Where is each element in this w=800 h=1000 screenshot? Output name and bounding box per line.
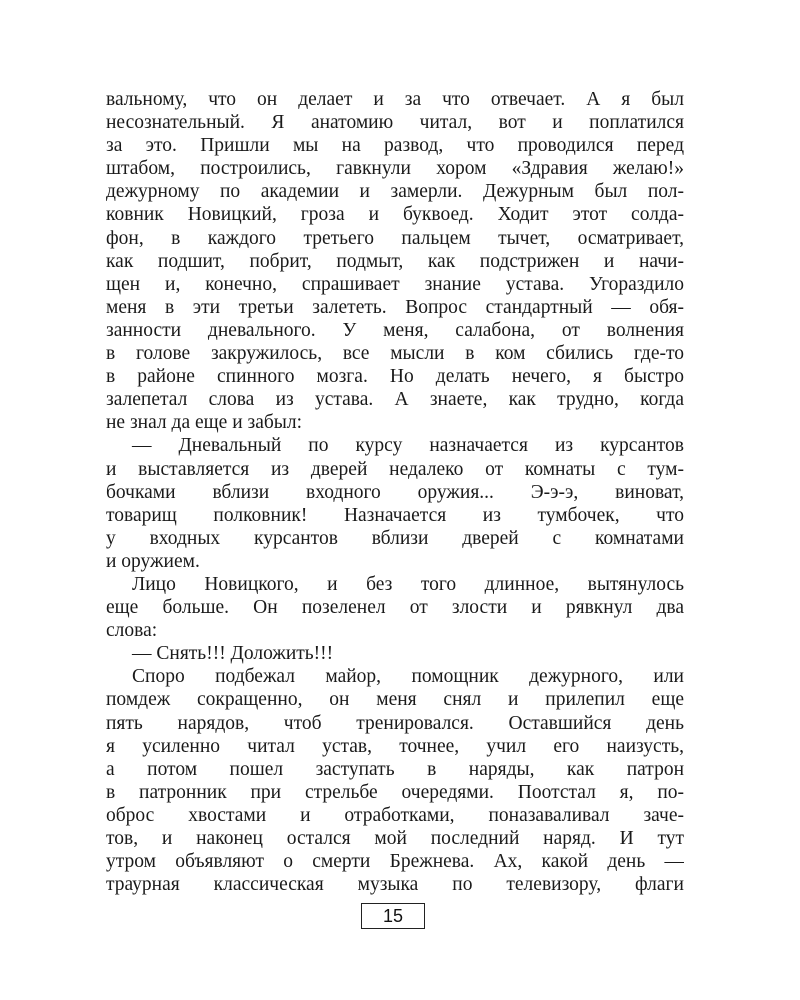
text-line: меня в эти третьи залететь. Вопрос стандартный — обя- xyxy=(106,296,684,318)
text-line: оброс хвостами и отработками, поназаваливал заче- xyxy=(106,804,684,826)
text-line: и выставляется из дверей недалеко от комнаты с тум- xyxy=(106,458,684,480)
page-number-label: 15 xyxy=(382,905,404,926)
text-line: несознательный. Я анатомию читал, вот и поплатился xyxy=(106,112,684,134)
text-line: в голове закружилось, все мысли в ком сбились где-то xyxy=(106,343,684,365)
text-line: я усиленно читал устав, точнее, учил его наизусть, xyxy=(106,735,684,757)
text-line: в районе спинного мозга. Но делать нечего, я быстро xyxy=(106,366,684,388)
text-line: и оружием. xyxy=(106,550,200,572)
text-line: Споро подбежал майор, помощник дежурного, или xyxy=(132,666,684,688)
text-line: за это. Пришли мы на развод, что проводился перед xyxy=(106,135,684,157)
text-line: траурная классическая музыка по телевизору, флаги xyxy=(106,874,684,896)
text-line: не знал да еще и забыл: xyxy=(106,412,303,434)
text-line: пять нарядов, чтоб тренировался. Оставшийся день xyxy=(106,712,684,734)
text-line: у входных курсантов вблизи дверей с комнатами xyxy=(106,527,684,549)
text-line: фон, в каждого третьего пальцем тычет, осматривает, xyxy=(106,227,684,249)
text-line: Лицо Новицкого, и без того длинное, вытянулось xyxy=(132,573,684,595)
text-line: тов, и наконец остался мой последний наряд. И тут xyxy=(106,828,684,849)
text-line: помдеж сокращенно, он меня снял и прилепил еще xyxy=(106,689,684,711)
text-line: залепетал слова из устава. А знаете, как трудно, когда xyxy=(106,389,684,411)
text-line: занности дневального. У меня, салабона, от волнения xyxy=(106,319,684,341)
text-line: — Снять!!! Доложить!!! xyxy=(132,643,334,665)
text-line: слова: xyxy=(106,620,158,642)
text-line: дежурному по академии и замерли. Дежурным был пол- xyxy=(106,181,684,203)
text-line: ковник Новицкий, гроза и буквоед. Ходит этот солда- xyxy=(106,204,684,226)
text-line: в патронник при стрельбе очередями. Поотстал я, по- xyxy=(106,781,684,803)
text-line: бочками вблизи входного оружия... Э-э-э, виноват, xyxy=(106,481,684,503)
text-line: утром объявляют о смерти Брежнева. Ах, какой день — xyxy=(106,851,684,873)
page-number xyxy=(361,903,425,929)
text-line: штабом, построились, гавкнули хором «Здравия желаю!» xyxy=(106,158,684,180)
text-line: еще больше. Он позеленел от злости и рявкнул два xyxy=(106,597,684,619)
text-line: как подшит, побрит, подмыт, как подстрижен и начи- xyxy=(106,250,684,272)
text-line: а потом пошел заступать в наряды, как патрон xyxy=(106,758,684,780)
text-line: щен и, конечно, спрашивает знание устава. Угораздило xyxy=(106,273,684,295)
text-line: — Дневальный по курсу назначается из курсантов xyxy=(132,435,684,457)
text-line: вальному, что он делает и за что отвечает. А я был xyxy=(106,89,684,110)
text-line: товарищ полковник! Назначается из тумбочек, что xyxy=(106,504,684,526)
page-body xyxy=(106,88,684,896)
